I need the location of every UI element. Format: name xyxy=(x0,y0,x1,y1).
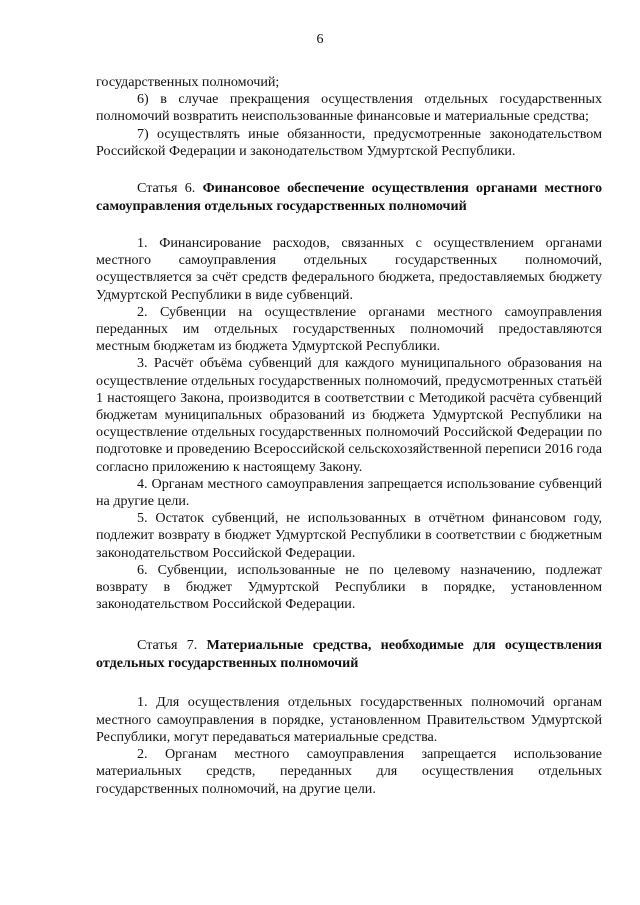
paragraph-continuation: государственных полномочий; xyxy=(96,74,280,90)
article-6-paragraph-5: 5. Остаток субвенций, не использованных в отчётном финансовом году, подлежит возврату в бюджет Удмуртской Республики в соответствии с бюджетным законодательством Российской Федерации. xyxy=(96,510,602,561)
article-6-paragraph-1: 1. Финансирование расходов, связанных с осуществлением органами местного самоуправления отдельных государственных полномочий, осуществляется за счёт средств федерального бюджета, предоставляемых бюджету Удмуртской Республики в виде субвенций. xyxy=(96,235,602,303)
article-6-heading xyxy=(96,179,602,215)
article-6-paragraph-6: 6. Субвенции, использованные не по целевому назначению, подлежат возврату в бюджет Удмуртской Республики в порядке, установленном законодательством Российской Федерации. xyxy=(96,561,602,613)
article-6-label: Статья 6. xyxy=(137,180,203,197)
paragraph-item-7: 7) осуществлять иные обязанности, предусмотренные законодательством Российской Федерации и законодательством Удмуртской Республики. xyxy=(96,125,602,159)
page-number: 6 xyxy=(316,32,324,47)
article-7-label: Статья 7. xyxy=(137,637,207,654)
article-7-paragraph-2: 2. Органам местного самоуправления запрещается использование материальных средств, переданных для осуществления отдельных государственных полномочий, на другие цели. xyxy=(96,746,602,797)
article-6-paragraph-2: 2. Субвенции на осуществление органами местного самоуправления переданных им отдельных государственных полномочий предоставляются местным бюджетам из бюджета Удмуртской Республики. xyxy=(96,303,602,355)
paragraph-item-6: 6) в случае прекращения осуществления отдельных государственных полномочий возвратить неиспользованные финансовые и материальные средства; xyxy=(96,91,602,125)
article-7-heading xyxy=(96,636,602,672)
article-6-paragraph-3: 3. Расчёт объёма субвенций для каждого муниципального образования на осуществление отдельных государственных полномочий, предусмотренных статьёй 1 настоящего Закона, производится в соответствии с Методикой расчёта субвенций бюджетам муниципальных образований из бюджета Удмуртской Республики на осуществление отдельных государственных полномочий Российской Федерации по подготовке и проведению Всероссийской сельскохозяйственной переписи 2016 года согласно приложению к настоящему Закону. xyxy=(96,355,602,475)
article-6-title: Финансовое обеспечение осуществления органами местного самоуправления отдельных государственных полномочий xyxy=(96,180,602,215)
article-6-paragraph-4: 4. Органам местного самоуправления запрещается использование субвенций на другие цели. xyxy=(96,475,602,510)
article-7-paragraph-1: 1. Для осуществления отдельных государственных полномочий органам местного самоуправления в порядке, установленном Правительством Удмуртской Республики, могут передаваться материальные средства. xyxy=(96,694,602,745)
document-body xyxy=(96,74,602,798)
article-7-title: Материальные средства, необходимые для осуществления отдельных государственных полномочий xyxy=(96,637,602,672)
